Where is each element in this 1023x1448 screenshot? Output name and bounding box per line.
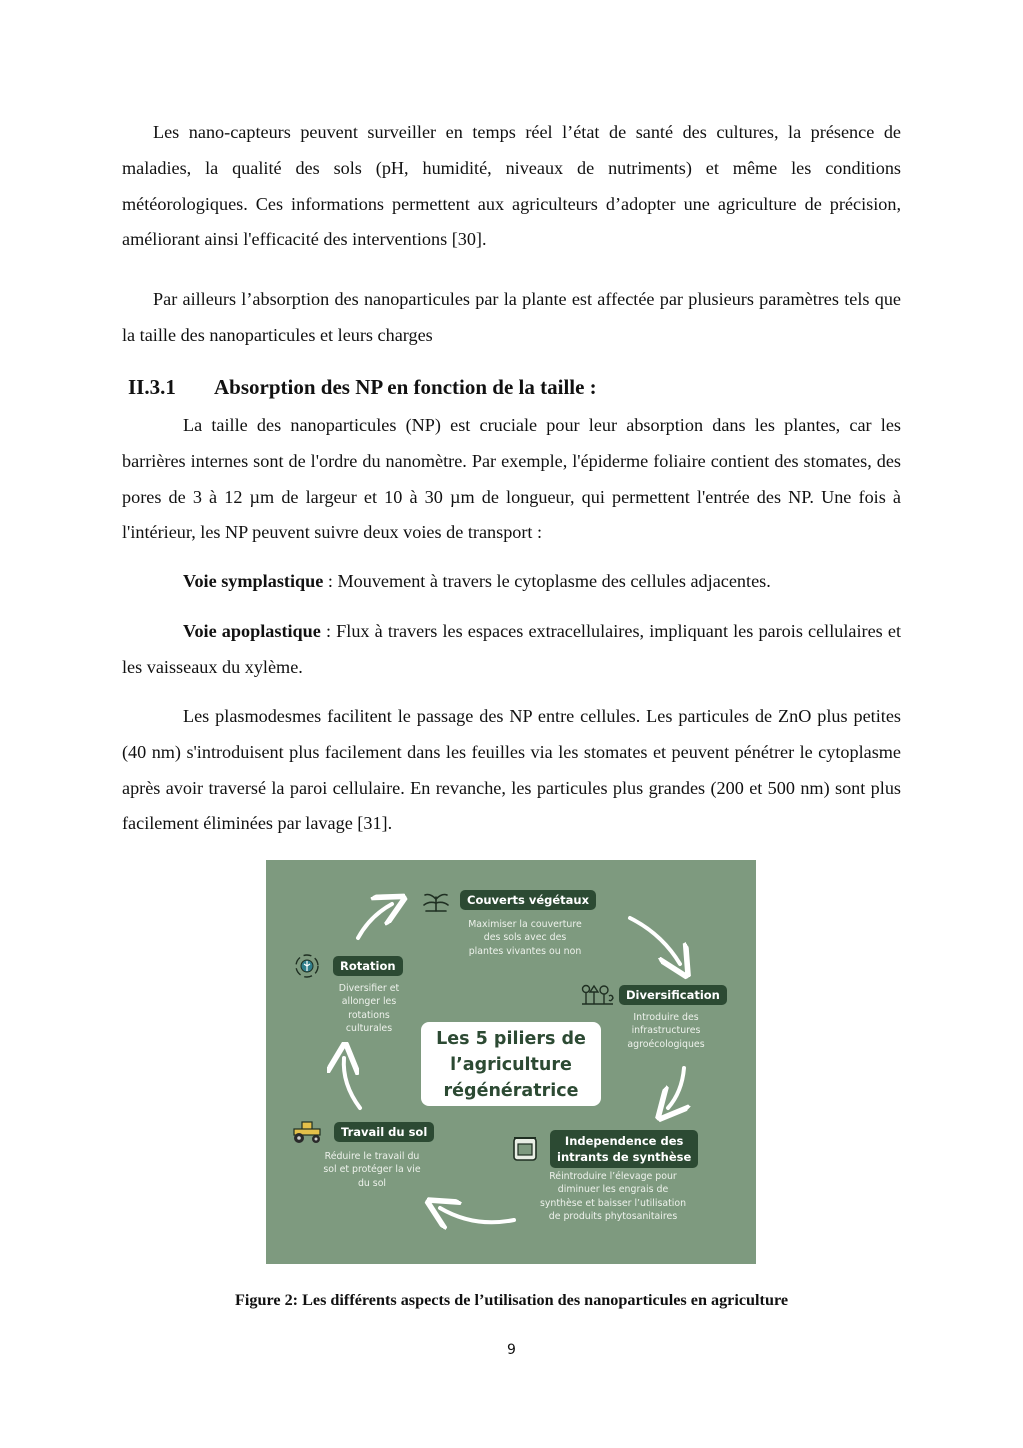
figure-regenerative-agriculture	[266, 860, 756, 1264]
figure-center-title-box	[421, 1022, 601, 1106]
page-number: 9	[507, 1342, 516, 1358]
center-title-line-2: l’agriculture	[450, 1055, 572, 1075]
pillar-rotation-desc: Diversifier et allonger les rotations culturales	[338, 983, 400, 1035]
center-title-line-3: régénératrice	[443, 1081, 579, 1101]
paragraph-absorption-parametres: Par ailleurs l’absorption des nanoparticules par la plante est affectée par plusieurs paramètres tels que la taille des nanoparticules et leurs charges	[122, 289, 901, 345]
arrow-independence-to-travail	[440, 1208, 514, 1222]
center-title-line-1: Les 5 piliers de	[436, 1029, 586, 1049]
arrow-travail-to-rotation	[344, 1058, 360, 1108]
section-number: II.3.1	[128, 375, 176, 399]
pillar-independence-title: Independence des intrants de synthèse	[550, 1130, 698, 1168]
pillar-diversification-desc: Introduire des infrastructures agroécologiques	[627, 1012, 705, 1050]
paragraph-voie-symplastique	[122, 564, 901, 600]
voie-symplastique-text: : Mouvement à travers le cytoplasme des cellules adjacentes.	[323, 571, 771, 591]
voie-apoplastique-text: : Flux à travers les espaces extracellulaires, impliquant les parois cellulaires et les vaisseaux du xylème.	[122, 621, 901, 677]
paragraph-voie-apoplastique	[122, 614, 901, 686]
voie-apoplastique-term: Voie apoplastique	[183, 621, 321, 641]
sack-icon	[512, 1134, 538, 1162]
section-title: Absorption des NP en fonction de la taille :	[214, 375, 597, 399]
paragraph-nano-capteurs: Les nano-capteurs peuvent surveiller en temps réel l’état de santé des cultures, la présence de maladies, la qualité des sols (pH, humidité, niveaux de nutriments) et même les conditions météorologiques. Ces informations permettent aux agriculteurs d’adopter une agriculture de précision, améliorant ainsi l'efficacité des interventions [30].	[122, 122, 901, 250]
pillar-rotation-title: Rotation	[333, 956, 403, 976]
arrow-rotation-to-couverts	[358, 904, 392, 938]
arrow-diversification-to-independence	[668, 1068, 684, 1108]
pillar-independence-desc: Réintroduire l’élevage pour diminuer les engrais de synthèse et baisser l’utilisation de produits phytosanitaires	[539, 1171, 687, 1223]
pillar-couverts-title: Couverts végétaux	[460, 890, 596, 910]
plant-icon	[420, 889, 452, 913]
pillar-diversification-title: Diversification	[619, 985, 727, 1005]
paragraph-plasmodesmes: Les plasmodesmes facilitent le passage des NP entre cellules. Les particules de ZnO plus petites (40 nm) s'introduisent plus facilement dans les feuilles via les stomates et peuvent pénétrer le cytoplasme après avoir traversé la paroi cellulaire. En revanche, les particules plus grandes (200 et 500 nm) sont plus facilement éliminées par lavage [31].	[122, 706, 901, 834]
pillar-travail-title: Travail du sol	[334, 1122, 434, 1142]
tractor-icon	[290, 1118, 324, 1144]
voie-symplastique-term: Voie symplastique	[183, 571, 324, 591]
pillar-travail-desc: Réduire le travail du sol et protéger la vie du sol	[323, 1151, 421, 1189]
diversity-icon	[580, 982, 614, 1008]
rotation-icon	[290, 953, 324, 979]
paragraph-taille: La taille des nanoparticules (NP) est cruciale pour leur absorption dans les plantes, car les barrières internes sont de l'ordre du nanomètre. Par exemple, l'épiderme foliaire contient des stomates, des pores de 3 à 12 µm de largeur et 10 à 30 µm de longueur, qui permettent l'entrée des NP. Une fois à l'intérieur, les NP peuvent suivre deux voies de transport :	[122, 415, 901, 543]
figure-caption: Figure 2: Les différents aspects de l’utilisation des nanoparticules en agriculture	[234, 1291, 789, 1309]
section-heading	[128, 371, 597, 403]
arrow-couverts-to-diversification	[630, 918, 680, 964]
pillar-couverts-desc: Maximiser la couverture des sols avec des plantes vivantes ou non	[468, 919, 582, 957]
